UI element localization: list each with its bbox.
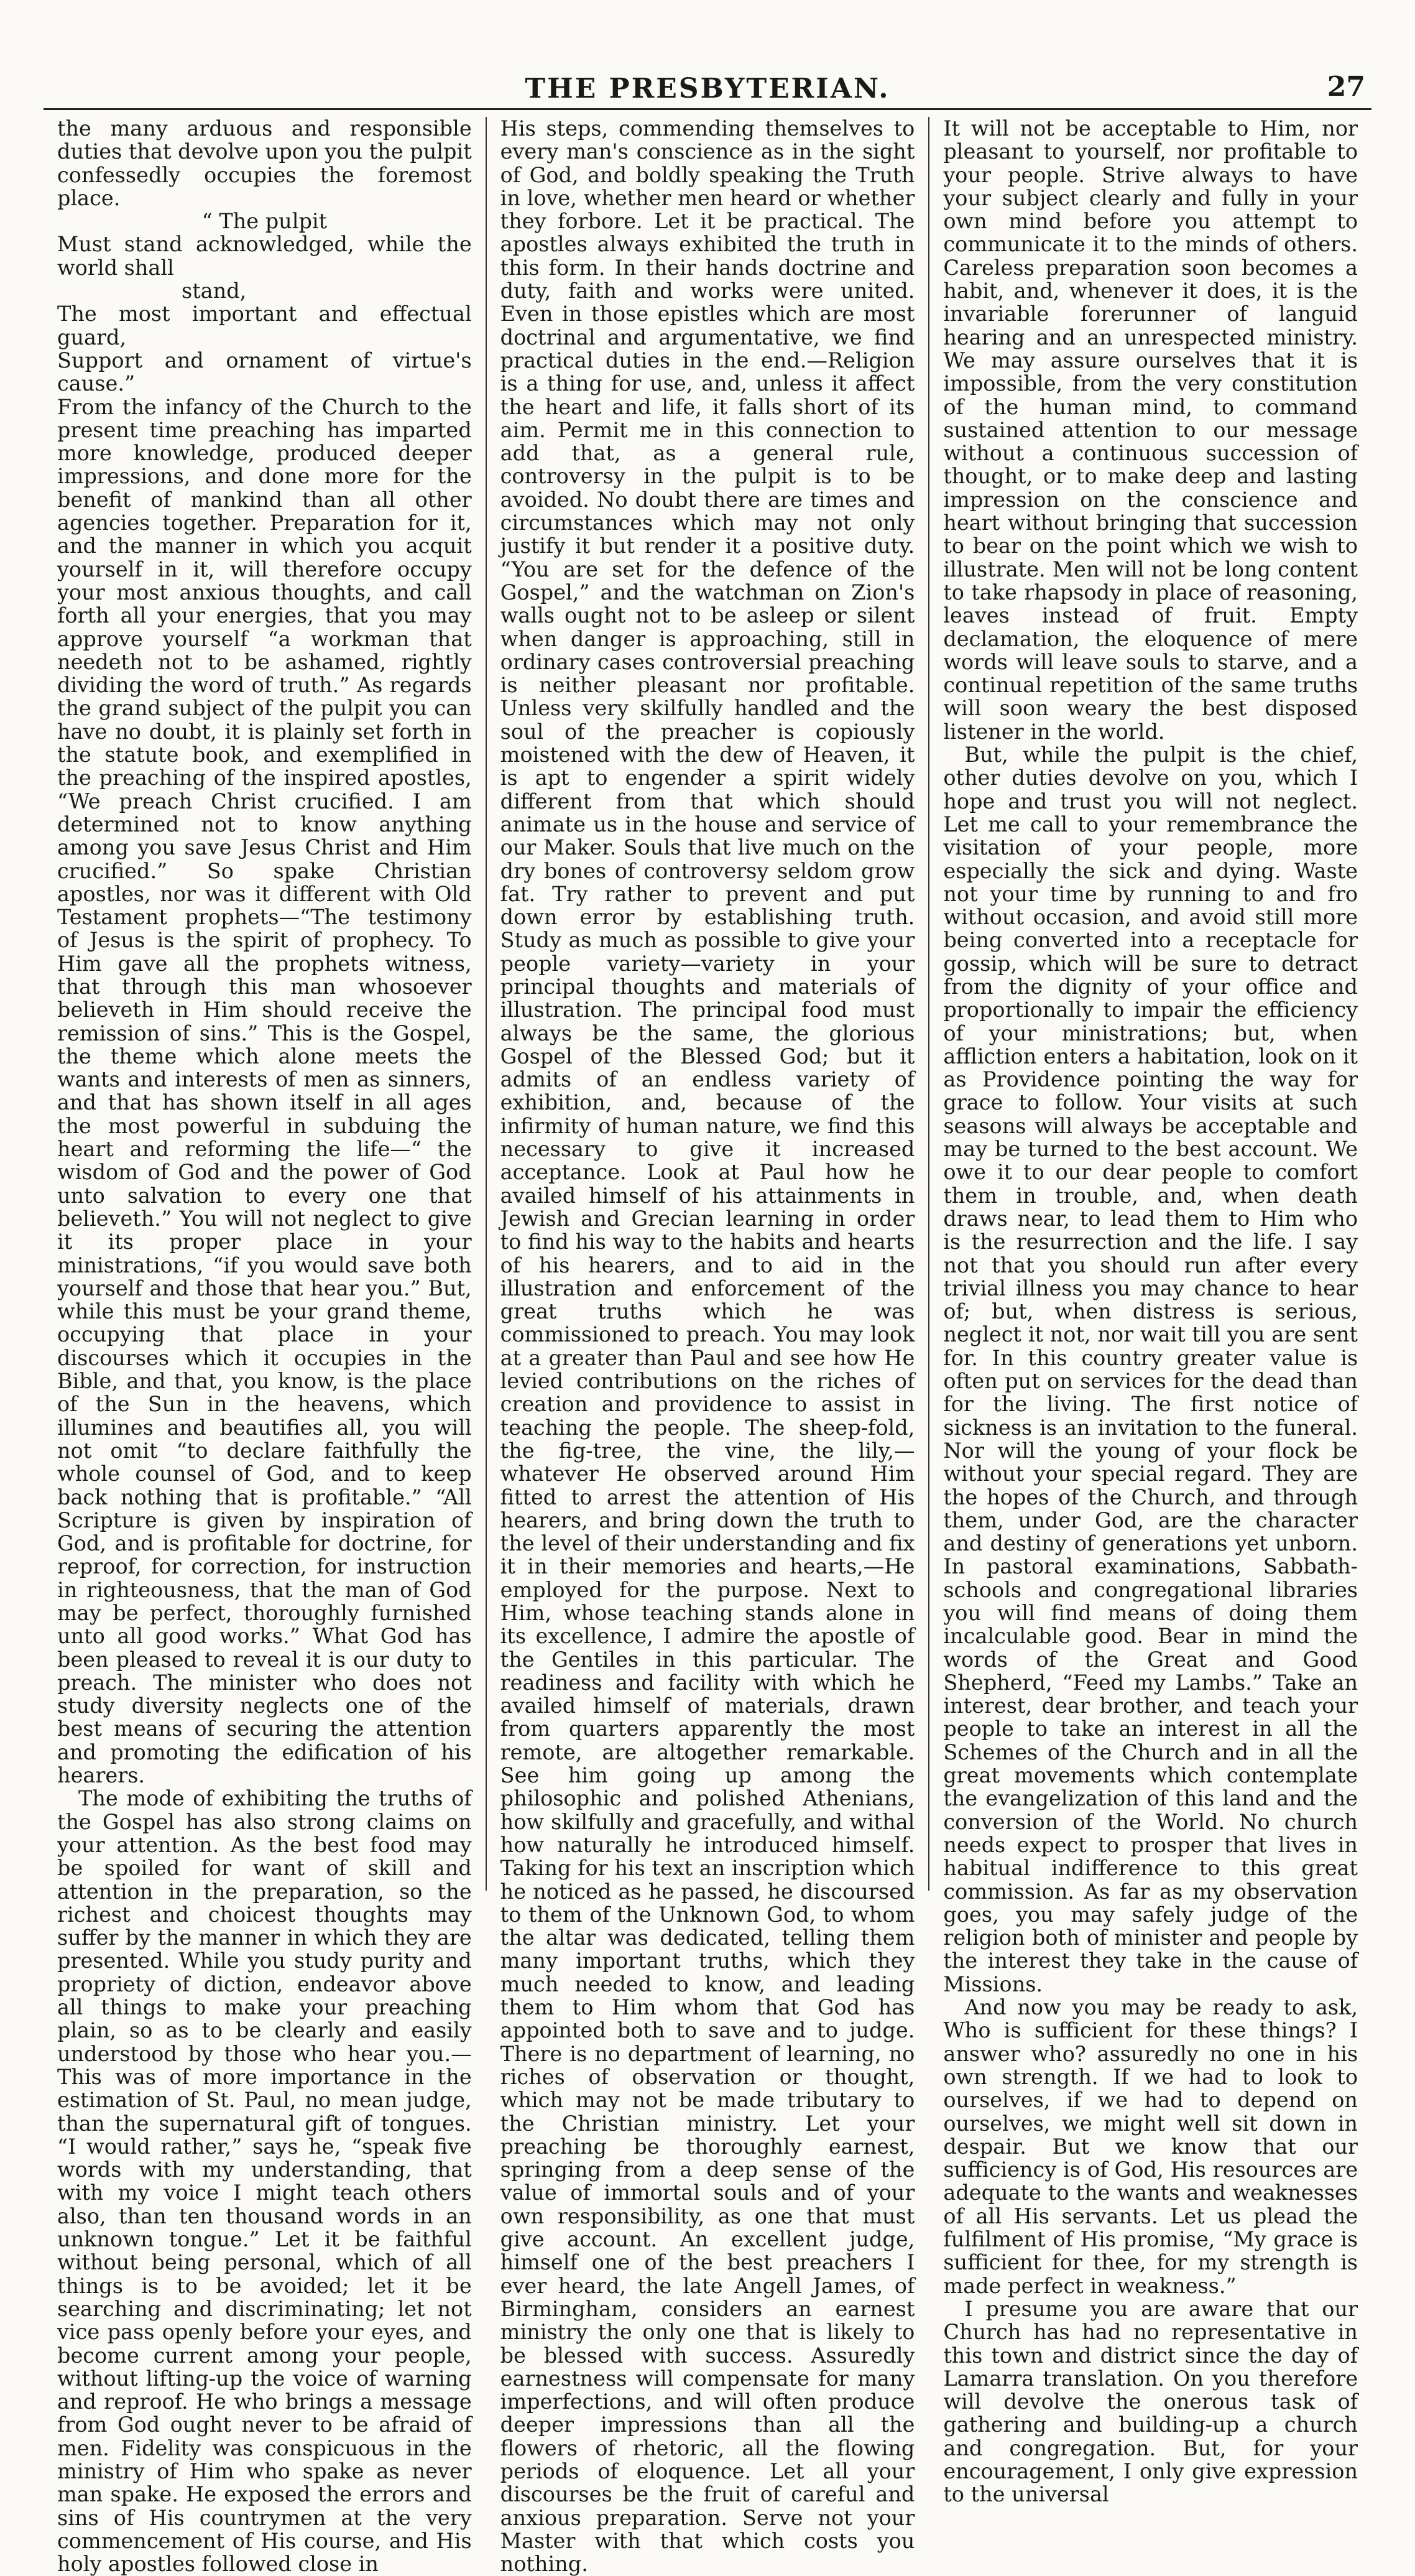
column-3 (928, 116, 1371, 2507)
page-number: 27 (1327, 71, 1365, 103)
page-header (44, 39, 1371, 113)
paragraph: His steps, commending themselves to every man's conscience as in the sight of God, and boldly speaking the Truth in love, whether men heard or whether they forbore. Let it be practical. The apostles always exhibited the truth in this form. In their hands doctrine and duty, faith and works were united. Even in those epistles which are most doctrinal and argumentative, we find practical duties in the end.—Religion is a thing for use, and, unless it affect the heart and life, it falls short of its aim. Permit me in this connection to add that, as a general rule, controversy in the pulpit is to be avoided. No doubt there are times and circumstances which may not only justify it but render it a positive duty. “You are set for the defence of the Gospel,” and the watchman on Zion's walls ought not to be asleep or silent when danger is approaching, still in ordinary cases controversial preaching is neither pleasant nor profitable. Unless very skilfully handled and the soul of the preacher is copiously moistened with the dew of Heaven, it is apt to engender a spirit widely different from that which should animate us in the house and service of our Maker. Souls that live much on the dry bones of controversy seldom grow fat. Try rather to prevent and put down error by establishing truth. Study as much as possible to give your people variety—variety in your principal thoughts and materials of illustration. The principal food must always be the same, the glorious Gospel of the Blessed God; but it admits of an endless variety of exhibition, and, because of the infirmity of human nature, we find this necessary to give it increased acceptance. Look at Paul how he availed himself of his attainments in Jewish and Grecian learning in order to find his way to the habits and hearts of his hearers, and to aid in the illustration and enforcement of the great truths which he was commissioned to preach. You may look at a greater than Paul and see how He levied contributions on the riches of creation and providence to assist in teaching the people. The sheep-fold, the fig-tree, the vine, the lily,—whatever He observed around Him fitted to arrest the attention of His hearers, and bring down the truth to the level of their understanding and fix it in their memories and hearts,—He employed for the purpose. Next to Him, whose teaching stands alone in its excellence, I admire the apostle of the Gentiles in this particular. The readiness and facility with which he availed himself of materials, drawn from quarters apparently the most remote, are altogether remarkable. See him going up among the philosophic and polished Athenians, how skilfully and gracefully, and withal how naturally he introduced himself. Taking for his text an inscription which he noticed as he passed, he discoursed to them of the Unknown God, to whom the altar was dedicated, telling them many important truths, which they much needed to know, and leading them to Him whom that God has appointed both to save and to judge. There is no department of learning, no riches of observation or thought, which may not be made tributary to the Christian ministry. Let your preaching be thoroughly earnest, springing from a deep sense of the value of immortal souls and of your own responsibility, as one that must give account. An excellent judge, himself one of the best preachers I ever heard, the late Angell James, of Birmingham, considers an earnest ministry the only one that is likely to be blessed with success. Assuredly earnestness will compensate for many imperfections, and will often produce deeper impressions than all the flowers of rhetoric, all the flowing periods of eloquence. Let all your discourses be the fruit of careful and anxious preparation. Serve not your Master with that which costs you nothing. (500, 116, 915, 2576)
column-2 (486, 116, 929, 2576)
verse-line: stand, (182, 279, 247, 303)
column-1 (44, 116, 486, 2576)
paragraph: From the infancy of the Church to the present time preaching has imparted more knowledge, produced deeper impressions, and done more for the benefit of mankind than all other agencies together. Preparation for it, and the manner in which you acquit yourself in it, will therefore occupy your most anxious thoughts, and call forth all your energies, that you may approve yourself “a workman that needeth not to be ashamed, rightly dividing the word of truth.” As regards the grand subject of the pulpit you can have no doubt, it is plainly set forth in the statute book, and exemplified in the preaching of the inspired apostles, “We preach Christ crucified. I am determined not to know anything among you save Jesus Christ and Him crucified.” So spake Christian apostles, nor was it different with Old Testament prophets—“The testimony of Jesus is the spirit of prophecy. To Him gave all the prophets witness, that through this man whosoever believeth in Him should receive the remission of sins.” This is the Gospel, the theme which alone meets the wants and interests of men as sinners, and that has shown itself in all ages the most powerful in subduing the heart and reforming the life—“ the wisdom of God and the power of God unto salvation to every one that believeth.” You will not neglect to give it its proper place in your ministrations, “if you would save both yourself and those that hear you.” But, while this must be your grand theme, occupying that place in your discourses which it occupies in the Bible, and that, you know, is the place of the Sun in the heavens, which illumines and beautifies all, you will not omit “to declare faithfully the whole counsel of God, and to keep back nothing that is profitable.” “All Scripture is given by inspiration of God, and is profitable for doctrine, for reproof, for correction, for instruction in righteousness, that the man of God may be perfect, thoroughly furnished unto all good works.” What God has been pleased to reveal it is our duty to preach. The minister who does not study diversity neglects one of the best means of securing the attention and promoting the edification of his hearers. (57, 394, 472, 1788)
text-columns (44, 116, 1371, 2576)
paragraph: I presume you are aware that our Church has had no representative in this town and district since the day of Lamarra translation. On you therefore will devolve the onerous task of gathering and building-up a church and congregation. But, for your encouragement, I only give expression to the universal (943, 2296, 1358, 2507)
paragraph: But, while the pulpit is the chief, other duties devolve on you, which I hope and trust you will not neglect. Let me call to your remembrance the visitation of your people, more especially the sick and dying. Waste not your time by running to and fro without occasion, and avoid still more being converted into a receptacle for gossip, which will be sure to detract from the dignity of your office and proportionally to impair the efficiency of your ministrations; but, when affliction enters a habitation, look on it as Providence pointing the way for grace to follow. Your visits at such seasons will always be acceptable and may be turned to the best account. We owe it to our dear people to comfort them in trouble, and, when death draws near, to lead them to Him who is the resurrection and the life. I say not that you should run after every trivial illness you may chance to hear of; but, when distress is serious, neglect it not, nor wait till you are sent for. In this country greater value is often put on services for the dead than for the living. The first notice of sickness is an invitation to the funeral. Nor will the young of your flock be without your special regard. They are the hopes of the Church, and through them, under God, are the character and destiny of generations yet unborn. In pastoral examinations, Sabbath-schools and congregational libraries you will find means of doing them incalculable good. Bear in mind the words of the Great and Good Shepherd, “Feed my Lambs.” Take an interest, dear brother, and teach your people to take an interest in all the Schemes of the Church and in all the great movements which contemplate the evangelization of this land and the conversion of the World. No church needs expect to prosper that lives in habitual indifference to this great commission. As far as my observation goes, you may safely judge of the religion both of minister and people by the interest they take in the cause of Missions. (943, 743, 1358, 1996)
verse-line: Must stand acknowledged, while the world shall (57, 232, 472, 280)
verse-line: The most important and effectual guard, (57, 302, 472, 350)
verse-line: “ The pulpit (201, 209, 328, 234)
paragraph: It will not be acceptable to Him, nor pleasant to yourself, nor profitable to your people. Strive always to have your subject clearly and fully in your own mind before you attempt to communicate it to the minds of others. Careless preparation soon becomes a habit, and, whenever it does, it is the invariable forerunner of languid hearing and an unrespected ministry. We may assure ourselves that it is impossible, from the very constitution of the human mind, to command sustained attention to our message without a continuous succession of thought, or to make deep and lasting impression on the conscience and heart without bringing that succession to bear on the point which we wish to illustrate. Men will not be long content to take rhapsody in place of reasoning, leaves instead of fruit. Empty declamation, the eloquence of mere words will leave souls to starve, and a continual repetition of the same truths will soon weary the best disposed listener in the world. (943, 116, 1358, 744)
verse-line: Support and ornament of virtue's cause.” (57, 348, 472, 396)
paragraph: The mode of exhibiting the truths of the Gospel has also strong claims on your attention. As the best food may be spoiled for want of skill and attention in the preparation, so the richest and choicest thoughts may suffer by the manner in which they are presented. While you study purity and propriety of diction, endeavor above all things to make your preaching plain, so as to be clearly and easily understood by those who hear you.—This was of more importance in the estimation of St. Paul, no mean judge, than the supernatural gift of tongues. “I would rather,” says he, “speak five words with my understanding, that with my voice I might teach others also, than ten thousand words in an unknown tongue.” Let it be faithful without being personal, which of all things is to be avoided; let it be searching and discriminating; let not vice pass openly before your eyes, and become current among your people, without lifting-up the voice of warning and reproof. He who brings a message from God ought never to be afraid of men. Fidelity was conspicuous in the ministry of Him who spake as never man spake. He exposed the errors and sins of His countrymen at the very commencement of His course, and His holy apostles followed close in (57, 1786, 472, 2576)
paragraph: the many arduous and responsible duties that devolve upon you the pulpit confessedly occupies the foremost place. (57, 116, 472, 210)
header-rule (44, 108, 1371, 110)
paragraph: And now you may be ready to ask, Who is sufficient for these things? I answer who? assuredly no one in his own strength. If we had to look to ourselves, if we had to depend on ourselves, we might well sit down in despair. But we know that our sufficiency is of God, His resources are adequate to the wants and weaknesses of all His servants. Let us plead the fulfilment of His promise, “My grace is sufficient for thee, for my strength is made perfect in weakness.” (943, 1995, 1358, 2298)
masthead-title: THE PRESBYTERIAN. (525, 73, 890, 104)
verse-quotation (57, 210, 472, 395)
